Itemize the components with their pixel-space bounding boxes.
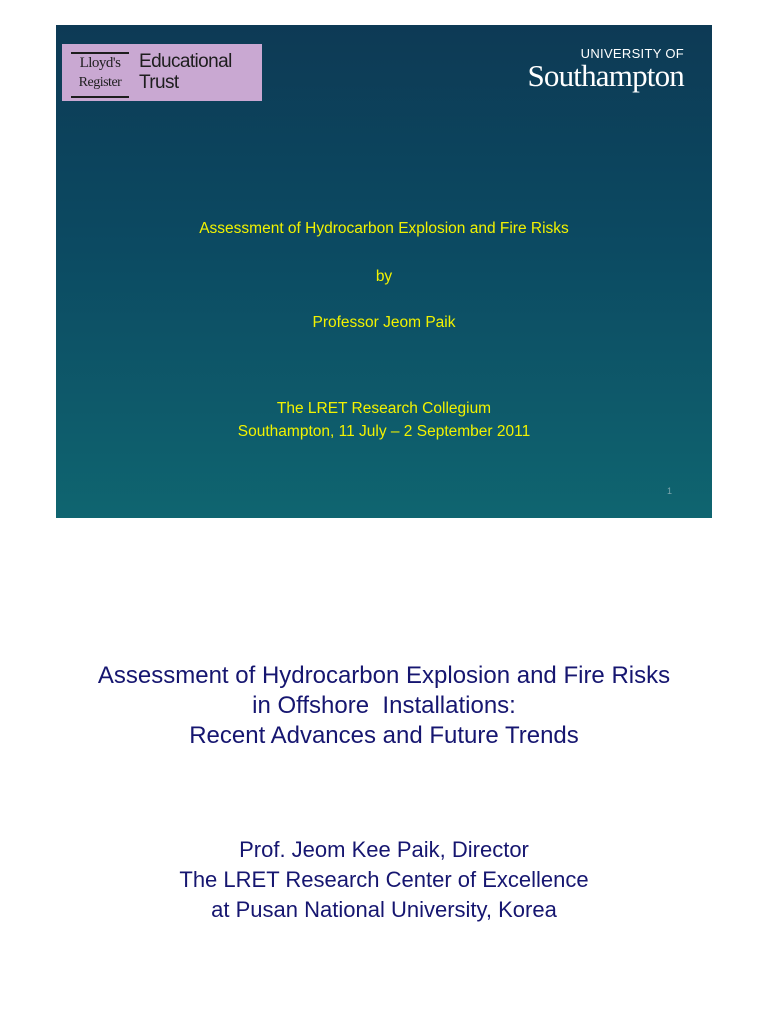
notes-author-line: The LRET Research Center of Excellence: [179, 867, 589, 892]
educational-text: Educational: [139, 51, 232, 72]
slide-presenter: Professor Jeom Paik: [312, 314, 456, 331]
notes-title-line: Recent Advances and Future Trends: [189, 722, 579, 749]
notes-title-line: in Offshore Installations:: [252, 692, 516, 719]
university-of-southampton-logo: [527, 47, 684, 91]
notes-title: [0, 661, 768, 751]
slide-title: Assessment of Hydrocarbon Explosion and Fire Risks: [199, 220, 569, 237]
slide-event-name: The LRET Research Collegium: [276, 400, 492, 417]
notes-author-line: Prof. Jeom Kee Paik, Director: [239, 837, 529, 862]
university-of-text: UNIVERSITY OF: [580, 46, 684, 61]
southampton-text: Southampton: [527, 58, 684, 93]
trust-text: Trust: [139, 72, 179, 93]
slide-page-number: 1: [667, 486, 673, 496]
notes-author-line: at Pusan National University, Korea: [211, 897, 557, 922]
title-slide: [56, 25, 712, 518]
slide-event-dates: Southampton, 11 July – 2 September 2011: [237, 423, 531, 440]
notes-title-line: Assessment of Hydrocarbon Explosion and Fire Risks: [97, 662, 671, 689]
lloyds-register-mark: [71, 52, 129, 98]
lloyds-mark-line2: Register: [78, 75, 122, 90]
lloyds-mark-line1: Lloyd's: [79, 55, 121, 71]
lloyds-register-educational-trust-logo: [62, 44, 262, 101]
notes-author-block: [0, 835, 768, 925]
educational-trust-text: [139, 51, 232, 93]
slide-by: by: [375, 268, 393, 285]
